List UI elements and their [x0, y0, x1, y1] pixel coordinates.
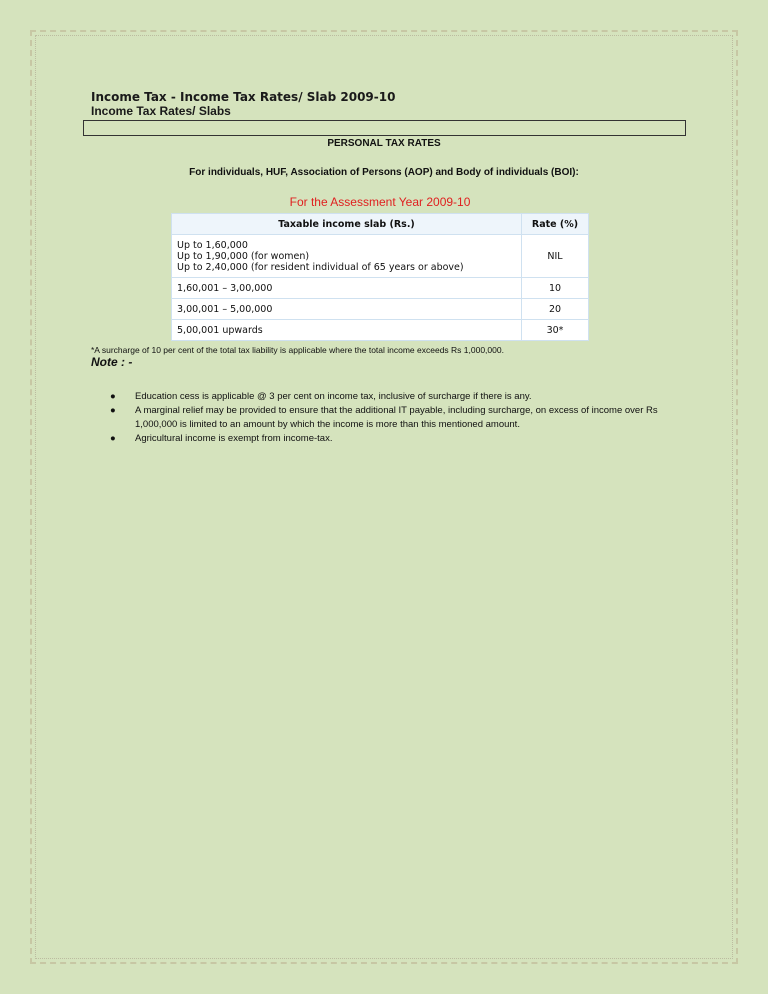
document-title: Income Tax - Income Tax Rates/ Slab 2009-10	[91, 90, 396, 104]
list-item	[110, 404, 690, 432]
table-row	[172, 235, 589, 278]
table-header-row	[172, 214, 589, 235]
table-row	[172, 320, 589, 341]
rate-cell: 30*	[522, 320, 589, 341]
section-heading: PERSONAL TAX RATES	[327, 138, 441, 149]
bullet-icon: ●	[110, 405, 116, 416]
note-text: Agricultural income is exempt from income-tax.	[135, 433, 333, 444]
document-subtitle: Income Tax Rates/ Slabs	[91, 104, 231, 118]
note-text: A marginal relief may be provided to ensure that the additional IT payable, including surcharge, on excess of income over Rs 1,000,000 is limited to an amount by which the income is more than this mentioned amount.	[135, 405, 658, 430]
slab-cell: 5,00,001 upwards	[172, 320, 522, 341]
slab-cell: 1,60,001 – 3,00,000	[172, 278, 522, 299]
slab-cell	[172, 235, 522, 278]
column-header-rate: Rate (%)	[522, 214, 589, 235]
section-intro: For individuals, HUF, Association of Persons (AOP) and Body of individuals (BOI):	[189, 167, 579, 178]
slab-line: Up to 1,60,000	[177, 239, 248, 251]
column-header-slab: Taxable income slab (Rs.)	[172, 214, 522, 235]
rate-cell: 10	[522, 278, 589, 299]
list-item	[110, 390, 690, 404]
note-heading: Note : -	[91, 355, 133, 369]
tax-rates-table	[171, 213, 589, 341]
slab-line: Up to 2,40,000 (for resident individual of 65 years or above)	[177, 261, 464, 273]
slab-cell: 3,00,001 – 5,00,000	[172, 299, 522, 320]
table-row	[172, 299, 589, 320]
assessment-year-heading: For the Assessment Year 2009-10	[289, 195, 471, 209]
rate-cell: NIL	[522, 235, 589, 278]
table-row	[172, 278, 589, 299]
surcharge-footnote: *A surcharge of 10 per cent of the total tax liability is applicable where the total income exceeds Rs 1,000,000.	[91, 345, 504, 355]
list-item	[110, 432, 690, 446]
bullet-icon: ●	[110, 391, 116, 402]
bullet-icon: ●	[110, 433, 116, 444]
notes-list	[110, 390, 690, 446]
rate-cell: 20	[522, 299, 589, 320]
note-text: Education cess is applicable @ 3 per cent on income tax, inclusive of surcharge if there is any.	[135, 391, 532, 402]
slab-line: Up to 1,90,000 (for women)	[177, 250, 310, 262]
empty-banner-box	[83, 120, 686, 136]
